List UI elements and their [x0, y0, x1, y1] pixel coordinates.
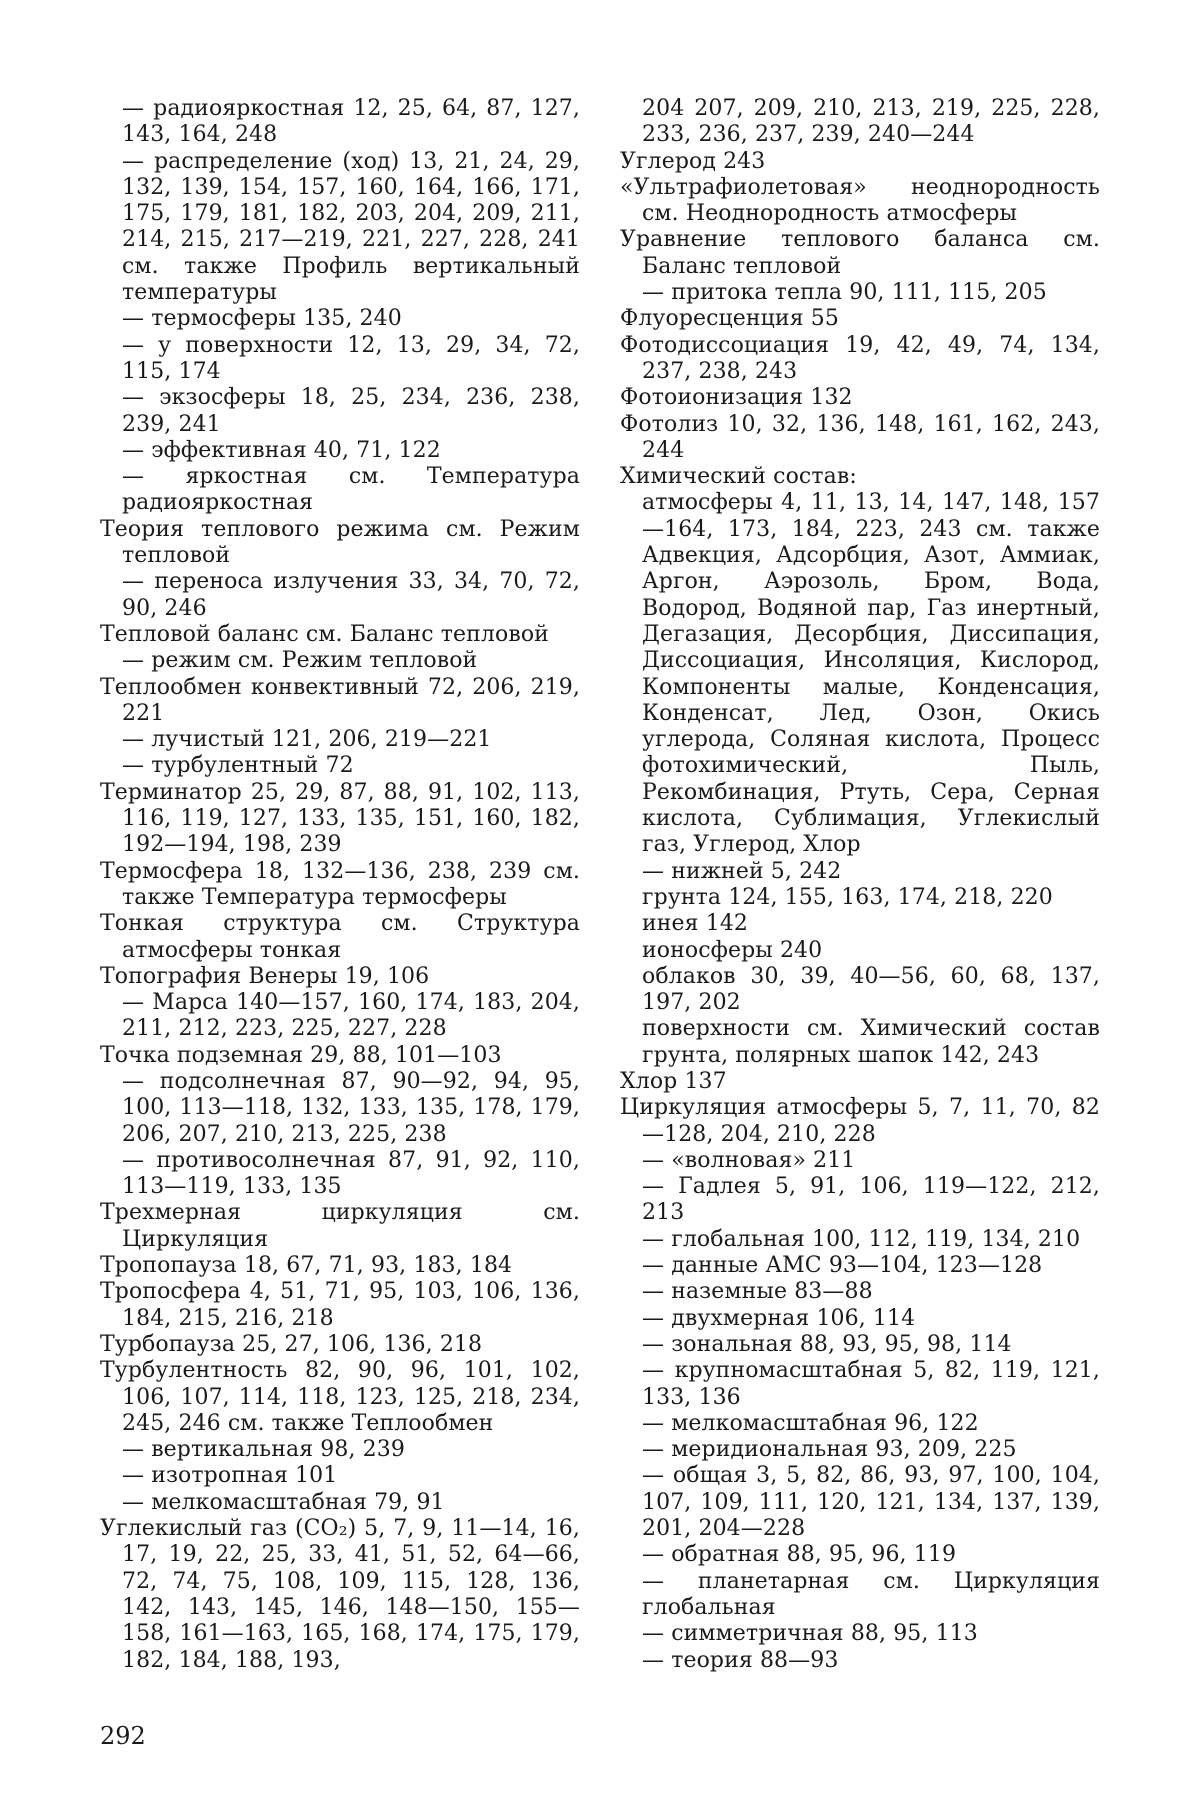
index-column-right	[620, 96, 1100, 1674]
index-entry: «Ультрафиолетовая» неоднородность см. Неоднородность атмосферы	[620, 174, 1100, 227]
index-subentry: инея 142	[642, 911, 749, 937]
index-subentry: — мелкомасштабная 96, 122	[642, 1410, 979, 1436]
index-subentry: — экзосферы 18, 25, 234, 236, 238, 239, 241	[122, 385, 580, 437]
index-subentry: — термосферы 135, 240	[122, 306, 402, 332]
index-subentry: — глобальная 100, 112, 119, 134, 210	[642, 1226, 1081, 1252]
index-entry: Тропопауза 18, 67, 71, 93, 183, 184	[100, 1253, 513, 1279]
index-subentry: — планетарная см. Циркуляция глобальная	[642, 1568, 1100, 1620]
index-subentry: грунта 124, 155, 163, 174, 218, 220	[642, 884, 1053, 910]
index-entry: Турбопауза 25, 27, 106, 136, 218	[100, 1331, 483, 1357]
index-entry: Термосфера 18, 132—136, 238, 239 см. также Температура термосферы	[100, 858, 580, 910]
index-entry: Фотодиссоциация 19, 42, 49, 74, 134, 237, 238, 243	[620, 332, 1100, 384]
index-subentry: — зональная 88, 93, 95, 98, 114	[642, 1331, 1012, 1357]
index-subentry: — «волновая» 211	[642, 1147, 856, 1173]
index-subentry: поверхности см. Химический состав грунта, полярных шапок 142, 243	[642, 1016, 1100, 1068]
index-subentry: — изотропная 101	[122, 1463, 338, 1489]
index-subentry: — лучистый 121, 206, 219—221	[122, 727, 492, 753]
index-subentry: — яркостная см. Температура радиояркостная	[122, 464, 580, 516]
index-entry: Теория теплового режима см. Режим тепловой	[100, 516, 580, 569]
index-entry: Химический состав:	[620, 464, 857, 490]
index-subentry: — распределение (ход) 13, 21, 24, 29, 132, 139, 154, 157, 160, 164, 166, 171, 175, 179, 181, 182, 203, 204, 209, 211, 214, 215, 217—219, 221, 227, 228, 241 см. также Профиль вертикальный температуры	[122, 148, 580, 306]
index-subentry: ионосферы 240	[642, 937, 823, 963]
index-subentry: — меридиональная 93, 209, 225	[642, 1437, 1017, 1463]
index-subentry: — общая 3, 5, 82, 86, 93, 97, 100, 104, 107, 109, 111, 120, 121, 134, 137, 139, 201, 204—228	[642, 1463, 1100, 1542]
index-subentry: — мелкомасштабная 79, 91	[122, 1489, 445, 1515]
index-entry: Топография Венеры 19, 106	[100, 963, 430, 989]
index-entry: Трехмерная циркуляция см. Циркуляция	[100, 1200, 580, 1252]
index-entry: Фотолиз 10, 32, 136, 148, 161, 162, 243, 244	[620, 411, 1100, 463]
index-subentry: — данные АМС 93—104, 123—128	[642, 1253, 1043, 1279]
index-subentry: — подсолнечная 87, 90—92, 94, 95, 100, 113—118, 132, 133, 135, 178, 179, 206, 207, 210, 213, 225, 238	[122, 1068, 580, 1147]
index-entry: Флуоресценция 55	[620, 306, 839, 332]
index-subentry: — Марса 140—157, 160, 174, 183, 204, 211, 212, 223, 225, 227, 228	[122, 990, 580, 1042]
index-entry: Хлор 137	[620, 1068, 727, 1094]
index-subentry: — обратная 88, 95, 96, 119	[642, 1542, 957, 1568]
index-entry: Тепловой баланс см. Баланс тепловой	[100, 621, 549, 647]
index-entry: Тонкая структура см. Структура атмосферы тонкая	[100, 911, 580, 963]
index-entry: Углерод 243	[620, 148, 766, 174]
index-entry: Фотоионизация 132	[620, 385, 853, 411]
index-subentry: — двухмерная 106, 114	[642, 1305, 916, 1331]
index-subentry: — притока тепла 90, 111, 115, 205	[642, 280, 1047, 306]
index-subentry: — вертикальная 98, 239	[122, 1437, 405, 1463]
index-subentry: 204 207, 209, 210, 213, 219, 225, 228, 233, 236, 237, 239, 240—244	[642, 96, 1100, 148]
index-entry: Углекислый газ (CO₂) 5, 7, 9, 11—14, 16, 17, 19, 22, 25, 33, 41, 51, 52, 64—66, 72, 74, 75, 108, 109, 115, 128, 136, 142, 143, 145, 146, 148—150, 155—158, 161—163, 165, 168, 174, 175, 179, 182, 184, 188, 193,	[100, 1516, 580, 1673]
index-subentry: — теория 88—93	[642, 1647, 839, 1673]
index-subentry: облаков 30, 39, 40—56, 60, 68, 137, 197, 202	[642, 963, 1100, 1016]
index-entry: Теплообмен конвективный 72, 206, 219, 221	[100, 674, 580, 726]
index-subentry: — симметричная 88, 95, 113	[642, 1621, 978, 1647]
index-entry: Циркуляция атмосферы 5, 7, 11, 70, 82—128, 204, 210, 228	[620, 1095, 1100, 1147]
index-subentry: — эффективная 40, 71, 122	[122, 437, 441, 463]
index-subentry: — турбулентный 72	[122, 753, 354, 779]
index-subentry: — радиояркостная 12, 25, 64, 87, 127, 143, 164, 248	[122, 96, 580, 148]
index-subentry: — нижней 5, 242	[642, 858, 842, 884]
page-number: 292	[100, 1722, 146, 1750]
index-column-left	[100, 96, 580, 1674]
index-subentry: — переноса излучения 33, 34, 70, 72, 90, 246	[122, 569, 580, 621]
index-subentry: — режим см. Режим тепловой	[122, 648, 478, 674]
index-subentry: — у поверхности 12, 13, 29, 34, 72, 115, 174	[122, 332, 580, 384]
index-entry: Точка подземная 29, 88, 101—103	[100, 1042, 502, 1068]
index-subentry: атмосферы 4, 11, 13, 14, 147, 148, 157—164, 173, 184, 223, 243 см. также Адвекция, Адсорбция, Азот, Аммиак, Аргон, Аэрозоль, Бром, Вода, Водород, Водяной пар, Газ инертный, Дегазация, Десорбция, Диссипация, Диссоциация, Инсоляция, Кислород, Компоненты малые, Конденсация, Конденсат, Лед, Озон, Окись углерода, Соляная кислота, Процесс фотохимический, Пыль, Рекомбинация, Ртуть, Сера, Серная кислота, Сублимация, Углекислый газ, Углерод, Хлор	[642, 490, 1100, 858]
index-entry: Тропосфера 4, 51, 71, 95, 103, 106, 136, 184, 215, 216, 218	[100, 1279, 580, 1331]
index-subentry: — Гадлея 5, 91, 106, 119—122, 212, 213	[642, 1174, 1100, 1226]
index-subentry: — наземные 83—88	[642, 1279, 873, 1305]
index-entry: Уравнение теплового баланса см. Баланс тепловой	[620, 227, 1100, 279]
index-entry: Турбулентность 82, 90, 96, 101, 102, 106, 107, 114, 118, 123, 125, 218, 234, 245, 246 см. также Теплообмен	[100, 1358, 580, 1436]
index-subentry: — противосолнечная 87, 91, 92, 110, 113—119, 133, 135	[122, 1147, 580, 1200]
index-entry: Терминатор 25, 29, 87, 88, 91, 102, 113, 116, 119, 127, 133, 135, 151, 160, 182, 192—194, 198, 239	[100, 779, 580, 858]
index-subentry: — крупномасштабная 5, 82, 119, 121, 133, 136	[642, 1358, 1100, 1410]
